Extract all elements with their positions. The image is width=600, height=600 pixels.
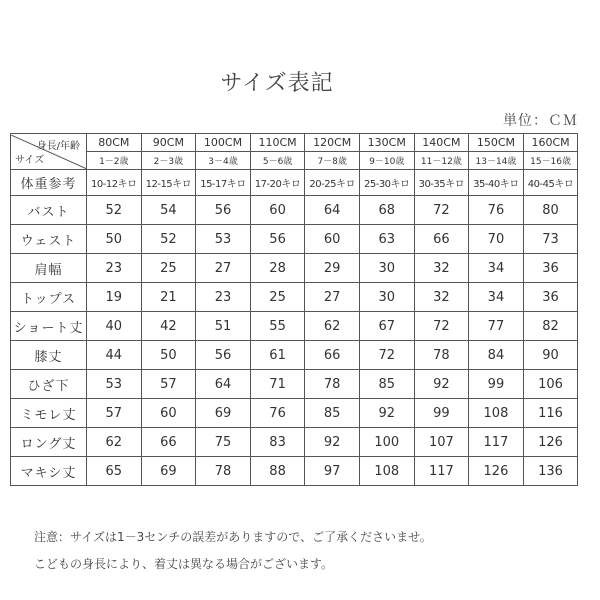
measurement-cell: 66 <box>414 225 469 254</box>
measurement-cell: 126 <box>523 428 578 457</box>
measurement-cell: 65 <box>87 457 142 486</box>
measurement-cell: 107 <box>414 428 469 457</box>
table-row <box>11 341 578 370</box>
measurement-cell: 69 <box>141 457 196 486</box>
height-header-cell: 80CM <box>87 134 142 152</box>
measurement-cell: 78 <box>414 341 469 370</box>
measurement-cell: 63 <box>359 225 414 254</box>
measurement-cell: 72 <box>414 196 469 225</box>
measurement-cell: 85 <box>305 399 360 428</box>
measurement-cell: 56 <box>196 341 251 370</box>
measurement-cell: 19 <box>87 283 142 312</box>
age-header-cell: 15－16歳 <box>523 152 578 170</box>
height-header-cell: 120CM <box>305 134 360 152</box>
measurement-cell: 56 <box>196 196 251 225</box>
weight-cell: 25-30キロ <box>359 170 414 196</box>
height-header-cell: 150CM <box>469 134 524 152</box>
weight-cell: 35-40キロ <box>469 170 524 196</box>
measurement-cell: 99 <box>469 370 524 399</box>
measurement-cell: 77 <box>469 312 524 341</box>
height-header-cell: 160CM <box>523 134 578 152</box>
measurement-cell: 69 <box>196 399 251 428</box>
measurement-cell: 62 <box>87 428 142 457</box>
measurement-cell: 61 <box>250 341 305 370</box>
measurement-cell: 25 <box>141 254 196 283</box>
table-row <box>11 196 578 225</box>
height-header-cell: 140CM <box>414 134 469 152</box>
measurement-cell: 54 <box>141 196 196 225</box>
row-label: ひざ下 <box>11 370 87 399</box>
measurement-cell: 99 <box>414 399 469 428</box>
row-label: 膝丈 <box>11 341 87 370</box>
corner-cell <box>11 134 87 170</box>
measurement-cell: 32 <box>414 283 469 312</box>
measurement-cell: 52 <box>87 196 142 225</box>
measurement-cell: 76 <box>250 399 305 428</box>
row-label: ロング丈 <box>11 428 87 457</box>
height-header-cell: 100CM <box>196 134 251 152</box>
measurement-cell: 29 <box>305 254 360 283</box>
measurement-cell: 50 <box>141 341 196 370</box>
header-row-age <box>11 152 578 170</box>
measurement-cell: 92 <box>359 399 414 428</box>
size-table <box>10 133 578 486</box>
measurement-cell: 73 <box>523 225 578 254</box>
measurement-cell: 90 <box>523 341 578 370</box>
measurement-cell: 21 <box>141 283 196 312</box>
age-header-cell: 3－4歳 <box>196 152 251 170</box>
measurement-cell: 42 <box>141 312 196 341</box>
age-header-cell: 9－10歳 <box>359 152 414 170</box>
weight-label: 体重参考 <box>11 170 87 196</box>
table-row <box>11 370 578 399</box>
measurement-cell: 51 <box>196 312 251 341</box>
measurement-cell: 30 <box>359 254 414 283</box>
measurement-cell: 68 <box>359 196 414 225</box>
header-row-height <box>11 134 578 152</box>
page-title: サイズ表記 <box>220 71 334 96</box>
row-label: マキシ丈 <box>11 457 87 486</box>
measurement-cell: 55 <box>250 312 305 341</box>
measurement-cell: 116 <box>523 399 578 428</box>
measurement-cell: 62 <box>305 312 360 341</box>
measurement-cell: 30 <box>359 283 414 312</box>
measurement-cell: 106 <box>523 370 578 399</box>
measurement-cell: 75 <box>196 428 251 457</box>
age-header-cell: 5－6歳 <box>250 152 305 170</box>
measurement-cell: 52 <box>141 225 196 254</box>
table-row <box>11 428 578 457</box>
measurement-cell: 50 <box>87 225 142 254</box>
measurement-cell: 108 <box>469 399 524 428</box>
measurement-cell: 72 <box>414 312 469 341</box>
measurement-cell: 84 <box>469 341 524 370</box>
weight-cell: 20-25キロ <box>305 170 360 196</box>
measurement-cell: 23 <box>87 254 142 283</box>
measurement-cell: 44 <box>87 341 142 370</box>
measurement-cell: 60 <box>141 399 196 428</box>
weight-row <box>11 170 578 196</box>
measurement-cell: 92 <box>414 370 469 399</box>
measurement-cell: 56 <box>250 225 305 254</box>
age-header-cell: 11－12歳 <box>414 152 469 170</box>
age-header-cell: 13－14歳 <box>469 152 524 170</box>
weight-cell: 10-12キロ <box>87 170 142 196</box>
measurement-cell: 53 <box>87 370 142 399</box>
row-label: トップス <box>11 283 87 312</box>
weight-cell: 17-20キロ <box>250 170 305 196</box>
measurement-cell: 40 <box>87 312 142 341</box>
measurement-cell: 64 <box>196 370 251 399</box>
measurement-cell: 25 <box>250 283 305 312</box>
measurement-cell: 80 <box>523 196 578 225</box>
note-line: こどもの身長により、着丈は異なる場合がございます。 <box>34 557 334 571</box>
table-row <box>11 457 578 486</box>
measurement-cell: 27 <box>305 283 360 312</box>
row-label: ミモレ丈 <box>11 399 87 428</box>
measurement-cell: 117 <box>414 457 469 486</box>
table-row <box>11 399 578 428</box>
height-header-cell: 130CM <box>359 134 414 152</box>
measurement-cell: 126 <box>469 457 524 486</box>
age-header-cell: 1－2歳 <box>87 152 142 170</box>
weight-cell: 15-17キロ <box>196 170 251 196</box>
measurement-cell: 36 <box>523 283 578 312</box>
measurement-cell: 27 <box>196 254 251 283</box>
measurement-cell: 66 <box>141 428 196 457</box>
measurement-cell: 136 <box>523 457 578 486</box>
measurement-cell: 72 <box>359 341 414 370</box>
measurement-cell: 88 <box>250 457 305 486</box>
measurement-cell: 92 <box>305 428 360 457</box>
measurement-cell: 70 <box>469 225 524 254</box>
measurement-cell: 23 <box>196 283 251 312</box>
weight-cell: 12-15キロ <box>141 170 196 196</box>
measurement-cell: 100 <box>359 428 414 457</box>
corner-height-age-label: 身長/年齢 <box>36 140 80 152</box>
row-label: バスト <box>11 196 87 225</box>
measurement-cell: 78 <box>196 457 251 486</box>
measurement-cell: 66 <box>305 341 360 370</box>
note-line: 注意：サイズは1－3センチの誤差がありますので、ご了承くださいませ。 <box>34 530 432 544</box>
measurement-cell: 82 <box>523 312 578 341</box>
measurement-cell: 117 <box>469 428 524 457</box>
table-row <box>11 225 578 254</box>
row-label: ショート丈 <box>11 312 87 341</box>
measurement-cell: 64 <box>305 196 360 225</box>
measurement-cell: 36 <box>523 254 578 283</box>
age-header-cell: 2－3歳 <box>141 152 196 170</box>
height-header-cell: 90CM <box>141 134 196 152</box>
measurement-cell: 83 <box>250 428 305 457</box>
measurement-cell: 60 <box>250 196 305 225</box>
weight-cell: 40-45キロ <box>523 170 578 196</box>
table-row <box>11 254 578 283</box>
measurement-cell: 85 <box>359 370 414 399</box>
measurement-cell: 108 <box>359 457 414 486</box>
table-row <box>11 312 578 341</box>
measurement-cell: 97 <box>305 457 360 486</box>
measurement-cell: 71 <box>250 370 305 399</box>
row-label: 肩幅 <box>11 254 87 283</box>
unit-label: 単位：ＣＭ <box>503 113 578 129</box>
measurement-cell: 32 <box>414 254 469 283</box>
measurement-cell: 28 <box>250 254 305 283</box>
measurement-cell: 76 <box>469 196 524 225</box>
measurement-cell: 57 <box>87 399 142 428</box>
weight-cell: 30-35キロ <box>414 170 469 196</box>
measurement-cell: 78 <box>305 370 360 399</box>
measurement-cell: 34 <box>469 254 524 283</box>
corner-size-label: サイズ <box>15 154 45 166</box>
measurement-cell: 53 <box>196 225 251 254</box>
measurement-cell: 57 <box>141 370 196 399</box>
measurement-cell: 67 <box>359 312 414 341</box>
row-label: ウェスト <box>11 225 87 254</box>
measurement-cell: 60 <box>305 225 360 254</box>
table-row <box>11 283 578 312</box>
measurement-cell: 34 <box>469 283 524 312</box>
height-header-cell: 110CM <box>250 134 305 152</box>
age-header-cell: 7－8歳 <box>305 152 360 170</box>
notes <box>34 524 432 578</box>
